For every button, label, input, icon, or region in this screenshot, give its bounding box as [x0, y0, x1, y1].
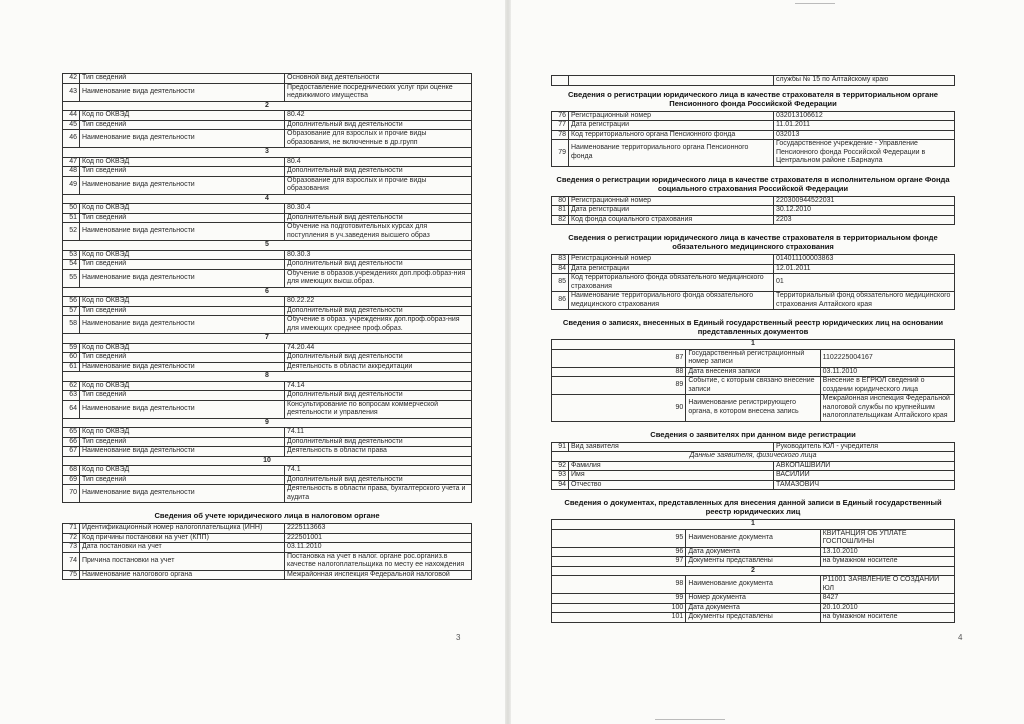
row-number: 98	[552, 576, 686, 594]
table-row	[552, 196, 955, 206]
field-value: Постановка на учет в налог. органе рос.организ.в качестве налогоплательщика по месту ее нахождения	[285, 552, 472, 570]
field-label: Наименование вида деятельности	[80, 130, 285, 148]
field-value: службы № 15 по Алтайскому краю	[774, 76, 955, 86]
field-label: Документы представлены	[686, 613, 820, 623]
field-value: 80.22.22	[285, 297, 472, 307]
field-value: 222501001	[285, 533, 472, 543]
field-label: Наименование территориального органа Пенсионного фонда	[569, 140, 774, 167]
row-number: 72	[63, 533, 80, 543]
field-label: Дата внесения записи	[686, 367, 820, 377]
subheading-row	[552, 452, 955, 462]
field-value: Образование для взрослых и прочие виды образования, не включенные в др.групп	[285, 130, 472, 148]
field-label: Код по ОКВЭД	[80, 428, 285, 438]
group-number: 4	[63, 194, 472, 204]
row-number: 82	[552, 215, 569, 225]
row-number: 91	[552, 442, 569, 452]
field-value: Предоставление посреднических услуг при оценке недвижимого имущества	[285, 83, 472, 101]
row-number: 60	[63, 353, 80, 363]
field-label: Наименование вида деятельности	[80, 316, 285, 334]
field-label: Наименование вида деятельности	[80, 400, 285, 418]
table-row	[552, 377, 955, 395]
field-value: 30.12.2010	[774, 206, 955, 216]
field-value: Деятельность в области права	[285, 447, 472, 457]
field-label: Наименование вида деятельности	[80, 485, 285, 503]
row-number: 43	[63, 83, 80, 101]
row-number: 46	[63, 130, 80, 148]
row-number: 53	[63, 250, 80, 260]
left-page-content	[62, 73, 472, 580]
field-value: Деятельность в области права, бухгалтерского учета и аудита	[285, 485, 472, 503]
row-number: 90	[552, 395, 686, 422]
field-value: 03.11.2010	[285, 543, 472, 553]
field-label: Имя	[569, 471, 774, 481]
table-row	[552, 395, 955, 422]
table-row	[63, 475, 472, 485]
table-row	[63, 552, 472, 570]
field-label: Вид заявителя	[569, 442, 774, 452]
field-value: Дополнительный вид деятельности	[285, 306, 472, 316]
row-number: 65	[63, 428, 80, 438]
subheading: Данные заявителя, физического лица	[552, 452, 955, 462]
table-row	[552, 480, 955, 490]
field-label: Код территориального фонда обязательного медицинского страхования	[569, 274, 774, 292]
row-number: 79	[552, 140, 569, 167]
field-label: Дата регистрации	[569, 264, 774, 274]
field-label: Наименование вида деятельности	[80, 362, 285, 372]
field-value: 80.30.3	[285, 250, 472, 260]
field-value: 01	[774, 274, 955, 292]
row-number: 96	[552, 547, 686, 557]
right-page-content	[551, 75, 955, 623]
row-number: 56	[63, 297, 80, 307]
row-number: 87	[552, 349, 686, 367]
field-label: Код территориального органа Пенсионного фонда	[569, 130, 774, 140]
field-value: Территориальный фонд обязательного медицинского страхования Алтайского края	[774, 292, 955, 310]
field-value: ТАМАЗОВИЧ	[774, 480, 955, 490]
table-row	[552, 111, 955, 121]
registry-table	[551, 442, 955, 491]
field-label: Наименование регистрирующего органа, в котором внесена запись	[686, 395, 820, 422]
row-number: 83	[552, 255, 569, 265]
table-row	[552, 442, 955, 452]
table-row	[63, 316, 472, 334]
row-number: 58	[63, 316, 80, 334]
registry-table	[551, 196, 955, 226]
table-row	[63, 437, 472, 447]
table-row	[63, 343, 472, 353]
field-label: Дата документа	[686, 603, 820, 613]
group-number-row	[552, 340, 955, 350]
field-label: Отчество	[569, 480, 774, 490]
field-value: Обучение на подготовительных курсах для поступления в уч.заведения высшего образ	[285, 223, 472, 241]
table-row	[552, 206, 955, 216]
table-row	[63, 306, 472, 316]
table-row	[63, 466, 472, 476]
group-number: 9	[63, 418, 472, 428]
row-number: 64	[63, 400, 80, 418]
field-value: Обучение в образов.учреждениях доп.проф.образ-ния для имеющих высш.образ.	[285, 269, 472, 287]
row-number: 71	[63, 524, 80, 534]
row-number: 97	[552, 557, 686, 567]
table-row	[63, 353, 472, 363]
row-number: 68	[63, 466, 80, 476]
table-row	[63, 362, 472, 372]
table-row	[63, 250, 472, 260]
field-label: Регистрационный номер	[569, 196, 774, 206]
table-row	[552, 603, 955, 613]
row-number: 70	[63, 485, 80, 503]
row-number: 63	[63, 391, 80, 401]
table-row	[63, 130, 472, 148]
table-row	[552, 349, 955, 367]
field-label: Документы представлены	[686, 557, 820, 567]
table-row	[552, 140, 955, 167]
field-value: 220300944522031	[774, 196, 955, 206]
field-value: Руководитель ЮЛ - учредителя	[774, 442, 955, 452]
page-number-left: 3	[456, 633, 461, 642]
row-number: 50	[63, 204, 80, 214]
row-number: 94	[552, 480, 569, 490]
table-row	[63, 447, 472, 457]
registry-table	[62, 73, 472, 503]
table-row	[552, 130, 955, 140]
field-value: 74.14	[285, 381, 472, 391]
table-row	[63, 204, 472, 214]
table-row	[552, 215, 955, 225]
row-number: 74	[63, 552, 80, 570]
field-label: Код по ОКВЭД	[80, 343, 285, 353]
scan-artifact	[655, 719, 725, 720]
table-row	[552, 557, 955, 567]
field-value: Внесение в ЕГРЮЛ сведений о создании юридического лица	[820, 377, 954, 395]
field-value: Дополнительный вид деятельности	[285, 353, 472, 363]
field-label: Дата документа	[686, 547, 820, 557]
group-number: 8	[63, 372, 472, 382]
field-value: 20.10.2010	[820, 603, 954, 613]
field-label: Тип сведений	[80, 353, 285, 363]
page-number-right: 4	[958, 633, 963, 642]
field-label: Наименование документа	[686, 576, 820, 594]
row-number: 101	[552, 613, 686, 623]
row-number: 76	[552, 111, 569, 121]
group-number-row	[63, 456, 472, 466]
field-value: КВИТАНЦИЯ ОБ УПЛАТЕ ГОСПОШЛИНЫ	[820, 529, 954, 547]
section-title: Сведения об учете юридического лица в налоговом органе	[154, 511, 380, 520]
row-number: 42	[63, 74, 80, 84]
scan-artifact	[795, 3, 835, 4]
field-value: Обучение в образ. учреждениях доп.проф.образ-ния для имеющих среднее проф.образ.	[285, 316, 472, 334]
group-number: 2	[63, 101, 472, 111]
row-number: 51	[63, 213, 80, 223]
table-row	[63, 83, 472, 101]
row-number: 59	[63, 343, 80, 353]
field-label: Наименование вида деятельности	[80, 176, 285, 194]
field-label: Тип сведений	[80, 74, 285, 84]
field-value: Государственное учреждение - Управление Пенсионного фонда Российской Федерации в Центральном районе г.Барнаула	[774, 140, 955, 167]
group-number: 5	[63, 241, 472, 251]
field-label: Наименование вида деятельности	[80, 447, 285, 457]
row-number: 89	[552, 377, 686, 395]
field-value: Дополнительный вид деятельности	[285, 391, 472, 401]
row-number: 57	[63, 306, 80, 316]
row-number: 77	[552, 121, 569, 131]
row-number: 48	[63, 167, 80, 177]
field-value: Образование для взрослых и прочие виды образования	[285, 176, 472, 194]
field-label: Код по ОКВЭД	[80, 466, 285, 476]
group-number: 1	[552, 340, 955, 350]
table-row	[63, 543, 472, 553]
field-label: Тип сведений	[80, 213, 285, 223]
group-number: 1	[552, 520, 955, 530]
field-value: Межрайонная инспекция Федеральной налоговой службы по крупнейшим налогоплательщикам Алтайского края	[820, 395, 954, 422]
field-label: Причина постановки на учет	[80, 552, 285, 570]
table-row	[552, 367, 955, 377]
table-row	[552, 274, 955, 292]
row-number: 69	[63, 475, 80, 485]
field-value: Дополнительный вид деятельности	[285, 260, 472, 270]
group-number-row	[63, 101, 472, 111]
registry-table	[62, 523, 472, 580]
field-label: Событие, с которым связано внесение записи	[686, 377, 820, 395]
section-title: Сведения о регистрации юридического лица в качестве страхователя в территориальном фонде обязательного медицинского страхования	[568, 233, 938, 251]
field-value: 2225113663	[285, 524, 472, 534]
field-label: Код по ОКВЭД	[80, 204, 285, 214]
table-row	[63, 157, 472, 167]
field-label: Наименование вида деятельности	[80, 223, 285, 241]
group-number-row	[63, 241, 472, 251]
group-number-row	[552, 566, 955, 576]
field-value: 74.1	[285, 466, 472, 476]
table-row	[63, 297, 472, 307]
field-value: Р11001 ЗАЯВЛЕНИЕ О СОЗДАНИИ ЮЛ	[820, 576, 954, 594]
field-label: Дата регистрации	[569, 121, 774, 131]
field-label: Тип сведений	[80, 167, 285, 177]
row-number: 61	[63, 362, 80, 372]
table-row	[552, 76, 955, 86]
field-label: Дата постановки на учет	[80, 543, 285, 553]
field-value: 014011100003863	[774, 255, 955, 265]
row-number: 100	[552, 603, 686, 613]
table-row	[552, 613, 955, 623]
table-row	[552, 121, 955, 131]
field-label: Код причины постановки на учет (КПП)	[80, 533, 285, 543]
table-row	[63, 223, 472, 241]
table-row	[552, 461, 955, 471]
field-label: Тип сведений	[80, 475, 285, 485]
field-label: Регистрационный номер	[569, 111, 774, 121]
group-number: 7	[63, 334, 472, 344]
field-label: Дата регистрации	[569, 206, 774, 216]
row-number: 81	[552, 206, 569, 216]
field-value: 8427	[820, 594, 954, 604]
field-label: Наименование вида деятельности	[80, 269, 285, 287]
field-label: Наименование территориального фонда обязательного медицинского страхования	[569, 292, 774, 310]
field-label: Регистрационный номер	[569, 255, 774, 265]
table-row	[63, 260, 472, 270]
field-label	[569, 76, 774, 86]
table-row	[63, 485, 472, 503]
row-number: 49	[63, 176, 80, 194]
section-title: Сведения о регистрации юридического лица в качестве страхователя в территориальном органе Пенсионного фонда Российской Федерации	[567, 89, 939, 108]
group-number-row	[63, 148, 472, 158]
page-gutter	[505, 0, 511, 724]
field-value: ВАСИЛИЙ	[774, 471, 955, 481]
table-row	[552, 255, 955, 265]
field-value: АВКОПАШВИЛИ	[774, 461, 955, 471]
field-label: Тип сведений	[80, 120, 285, 130]
table-row	[63, 167, 472, 177]
registry-table	[551, 254, 955, 310]
row-number: 99	[552, 594, 686, 604]
registry-table	[551, 75, 955, 86]
field-label: Наименование документа	[686, 529, 820, 547]
table-row	[552, 576, 955, 594]
field-label: Тип сведений	[80, 391, 285, 401]
table-row	[63, 570, 472, 580]
row-number: 80	[552, 196, 569, 206]
section-title: Сведения о записях, внесенных в Единый государственный реестр юридических лиц на основании представленных документов	[562, 318, 944, 336]
registry-table	[551, 519, 955, 623]
field-label: Наименование налогового органа	[80, 570, 285, 580]
field-value: 2203	[774, 215, 955, 225]
row-number: 66	[63, 437, 80, 447]
field-label: Код по ОКВЭД	[80, 297, 285, 307]
table-row	[63, 428, 472, 438]
field-value: Дополнительный вид деятельности	[285, 213, 472, 223]
group-number: 10	[63, 456, 472, 466]
table-row	[63, 176, 472, 194]
table-row	[552, 529, 955, 547]
field-value: 80.30.4	[285, 204, 472, 214]
field-label: Код по ОКВЭД	[80, 250, 285, 260]
registry-table	[551, 111, 955, 167]
field-value: 032013	[774, 130, 955, 140]
table-row	[552, 292, 955, 310]
row-number: 73	[63, 543, 80, 553]
row-number: 62	[63, 381, 80, 391]
field-label: Код фонда социального страхования	[569, 215, 774, 225]
row-number: 92	[552, 461, 569, 471]
row-number: 44	[63, 111, 80, 121]
row-number: 88	[552, 367, 686, 377]
table-row	[552, 471, 955, 481]
row-number: 95	[552, 529, 686, 547]
table-row	[63, 391, 472, 401]
field-value: Дополнительный вид деятельности	[285, 475, 472, 485]
table-row	[552, 594, 955, 604]
table-row	[63, 524, 472, 534]
field-value: Межрайонная инспекция Федеральной налоговой	[285, 570, 472, 580]
row-number: 78	[552, 130, 569, 140]
table-row	[63, 111, 472, 121]
table-row	[552, 547, 955, 557]
table-row	[63, 213, 472, 223]
field-value: Дополнительный вид деятельности	[285, 167, 472, 177]
field-label: Идентификационный номер налогоплательщика (ИНН)	[80, 524, 285, 534]
field-value: Деятельность в области аккредитации	[285, 362, 472, 372]
field-value: Дополнительный вид деятельности	[285, 437, 472, 447]
group-number-row	[63, 418, 472, 428]
registry-table	[551, 339, 955, 422]
field-label: Код по ОКВЭД	[80, 111, 285, 121]
section-title: Сведения о регистрации юридического лица в качестве страхователя в исполнительном органе Фонда социального страхования Российской Федерации	[556, 174, 950, 193]
group-number-row	[63, 194, 472, 204]
row-number: 55	[63, 269, 80, 287]
field-label: Код по ОКВЭД	[80, 381, 285, 391]
field-value: на бумажном носителе	[820, 613, 954, 623]
field-label: Тип сведений	[80, 437, 285, 447]
table-row	[63, 381, 472, 391]
group-number-row	[63, 372, 472, 382]
table-row	[63, 400, 472, 418]
row-number: 54	[63, 260, 80, 270]
row-number: 75	[63, 570, 80, 580]
row-number: 85	[552, 274, 569, 292]
table-row	[63, 269, 472, 287]
field-label: Наименование вида деятельности	[80, 83, 285, 101]
table-row	[63, 533, 472, 543]
field-label: Тип сведений	[80, 260, 285, 270]
row-number	[552, 76, 569, 86]
group-number-row	[63, 287, 472, 297]
group-number: 6	[63, 287, 472, 297]
field-value: 80.4	[285, 157, 472, 167]
row-number: 45	[63, 120, 80, 130]
field-value: 13.10.2010	[820, 547, 954, 557]
field-value: 80.42	[285, 111, 472, 121]
group-number-row	[552, 520, 955, 530]
table-row	[63, 74, 472, 84]
group-number: 3	[63, 148, 472, 158]
row-number: 47	[63, 157, 80, 167]
field-value: 03.11.2010	[820, 367, 954, 377]
field-value: 12.01.2011	[774, 264, 955, 274]
field-value: 032013106612	[774, 111, 955, 121]
row-number: 86	[552, 292, 569, 310]
row-number: 52	[63, 223, 80, 241]
field-value: 74.20.44	[285, 343, 472, 353]
field-value: 74.11	[285, 428, 472, 438]
field-label: Фамилия	[569, 461, 774, 471]
field-label: Код по ОКВЭД	[80, 157, 285, 167]
group-number-row	[63, 334, 472, 344]
row-number: 84	[552, 264, 569, 274]
table-row	[63, 120, 472, 130]
table-row	[552, 264, 955, 274]
field-value: Основной вид деятельности	[285, 74, 472, 84]
row-number: 93	[552, 471, 569, 481]
field-label: Тип сведений	[80, 306, 285, 316]
field-value: на бумажном носителе	[820, 557, 954, 567]
field-value: 1102225004167	[820, 349, 954, 367]
row-number: 67	[63, 447, 80, 457]
section-title: Сведения о заявителях при данном виде регистрации	[650, 429, 856, 439]
field-label: Государственный регистрационный номер записи	[686, 349, 820, 367]
field-value: Дополнительный вид деятельности	[285, 120, 472, 130]
field-value: 11.01.2011	[774, 121, 955, 131]
field-label: Номер документа	[686, 594, 820, 604]
section-title: Сведения о документах, представленных для внесения данной записи в Единый государственный реестр юридических лиц	[564, 498, 942, 516]
group-number: 2	[552, 566, 955, 576]
field-value: Консультирование по вопросам коммерческой деятельности и управления	[285, 400, 472, 418]
